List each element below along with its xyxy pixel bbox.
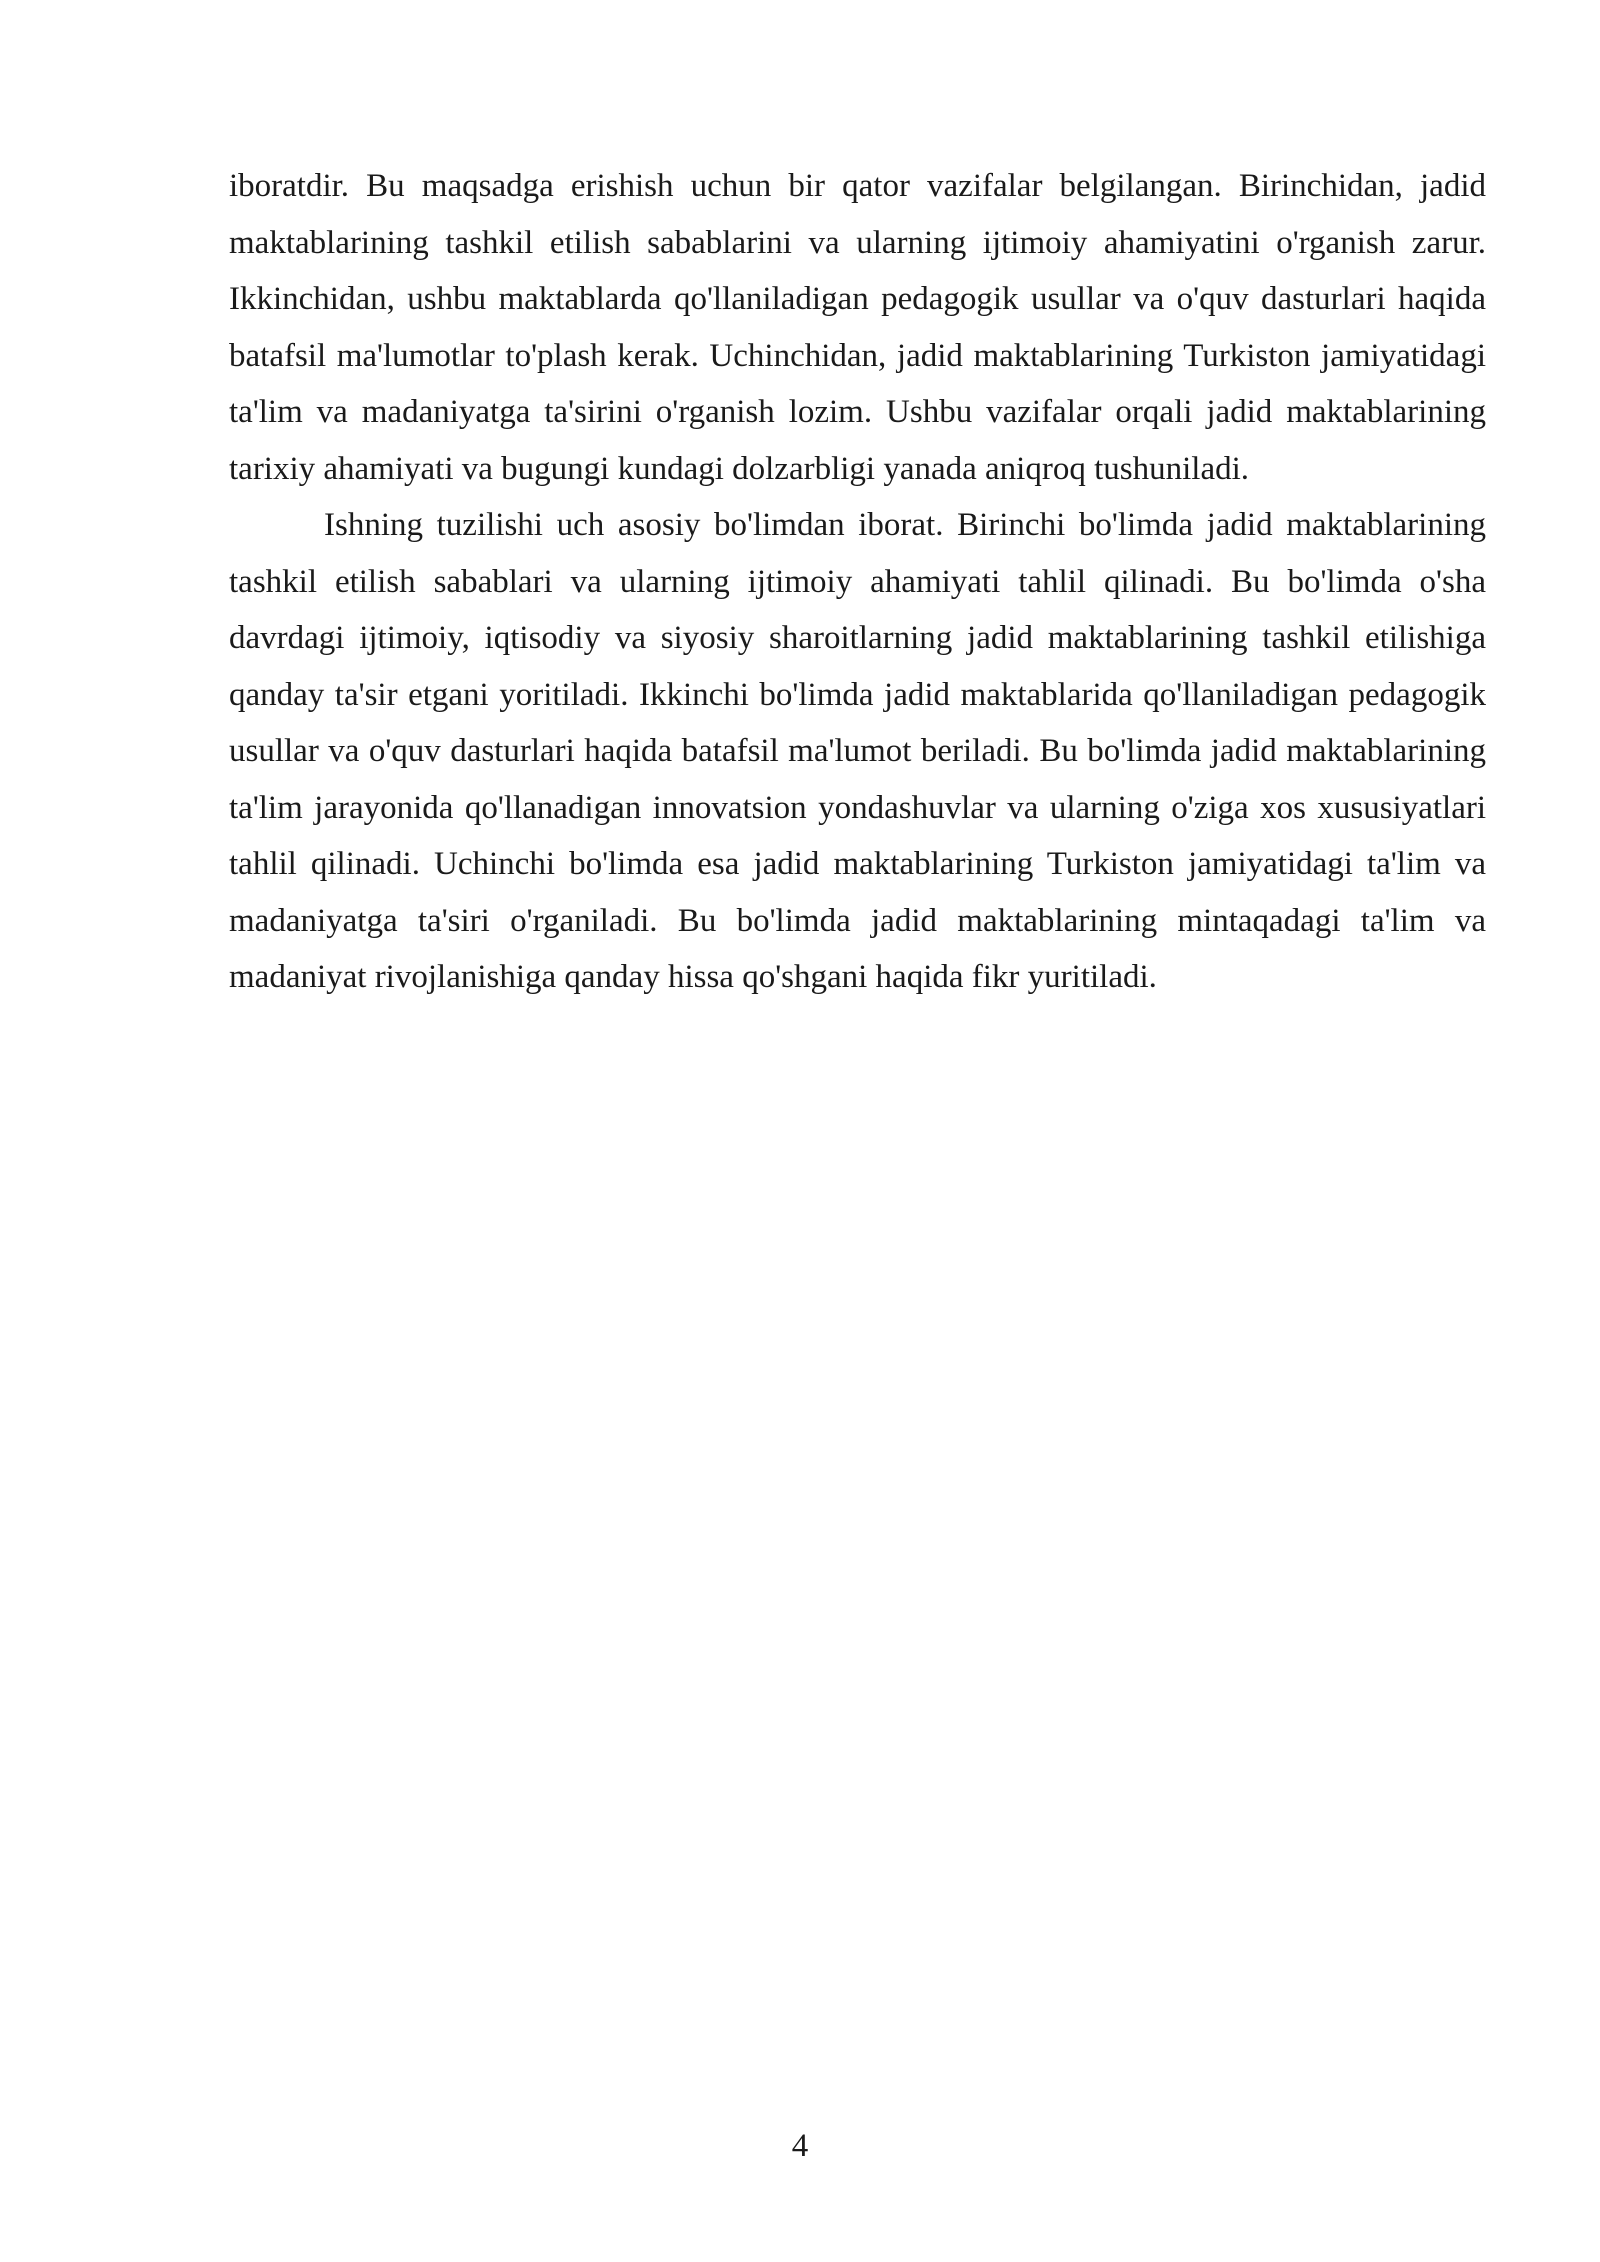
paragraph: iboratdir. Bu maqsadga erishish uchun bir qator vazifalar belgilangan. Birinchidan, jadid maktablarining tashkil etilish sabablarini va ularning ijtimoiy ahamiyatini o'rganish zarur. Ikkinchidan, ushbu maktablarda qo'llaniladigan pedagogik usullar va o'quv dasturlari haqida batafsil ma'lumotlar to'plash kerak. Uchinchidan, jadid maktablarining Turkiston jamiyatidagi ta'lim va madaniyatga ta'sirini o'rganish lozim. Ushbu vazifalar orqali jadid maktablarining tarixiy ahamiyati va bugungi kundagi dolzarbligi yanada aniqroq tushuniladi. bbox=[229, 168, 1486, 487]
body-text bbox=[229, 158, 1486, 1006]
page-number: 4 bbox=[791, 2128, 809, 2164]
paragraph: Ishning tuzilishi uch asosiy bo'limdan iborat. Birinchi bo'limda jadid maktablarining tashkil etilish sabablari va ularning ijtimoiy ahamiyati tahlil qilinadi. Bu bo'limda o'sha davrdagi ijtimoiy, iqtisodiy va siyosiy sharoitlarning jadid maktablarining tashkil etilishiga qanday ta'sir etgani yoritiladi. Ikkinchi bo'limda jadid maktablarida qo'llaniladigan pedagogik usullar va o'quv dasturlari haqida batafsil ma'lumot beriladi. Bu bo'limda jadid maktablarining ta'lim jarayonida qo'llanadigan innovatsion yondashuvlar va ularning o'ziga xos xususiyatlari tahlil qilinadi. Uchinchi bo'limda esa jadid maktablarining Turkiston jamiyatidagi ta'lim va madaniyatga ta'siri o'rganiladi. Bu bo'limda jadid maktablarining mintaqadagi ta'lim va madaniyat rivojlanishiga qanday hissa qo'shgani haqida fikr yuritiladi. bbox=[229, 507, 1486, 995]
